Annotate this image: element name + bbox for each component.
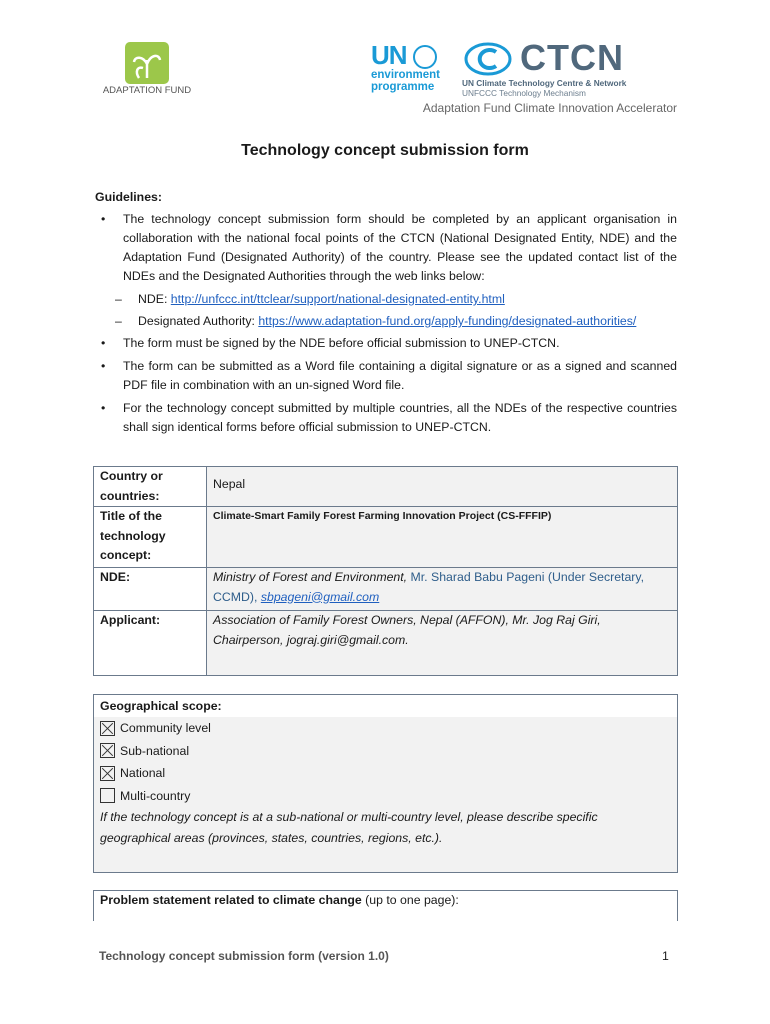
title-label: Title of the technology concept: — [94, 507, 207, 568]
problem-statement-heading: Problem statement related to climate change — [100, 893, 362, 907]
unep-logo: UN environment programme — [371, 40, 441, 94]
list-item: • For the technology concept submitted by multiple countries, all the NDEs of the respective countries shall sign identical forms before official submission to UNEP-CTCN. — [101, 401, 677, 434]
checkbox-sub-national[interactable]: Sub-national — [94, 740, 677, 763]
country-label: Country or countries: — [94, 467, 207, 507]
ctcn-logo: CTCN UN Climate Technology Centre & Network UNFCCC Technology Mechanism — [462, 37, 627, 98]
accelerator-subtitle: Adaptation Fund Climate Innovation Accelerator — [422, 101, 677, 115]
designated-authority-link[interactable]: https://www.adaptation-fund.org/apply-funding/designated-authorities/ — [258, 314, 637, 328]
info-table — [93, 466, 678, 676]
page-title: Technology concept submission form — [241, 142, 529, 159]
list-item: – NDE: http://unfccc.int/ttclear/support/national-designated-entity.html — [115, 292, 505, 306]
checkbox-multi-country[interactable]: Multi-country — [94, 785, 677, 808]
checkbox-unchecked-icon[interactable] — [100, 788, 115, 803]
page-number: 1 — [662, 949, 669, 963]
adaptation-fund-logo — [125, 42, 169, 84]
geographical-note: If the technology concept is at a sub-national or multi-country level, please describe specific geographical areas (provinces, states, countries, regions, etc.). — [100, 810, 598, 845]
table-row — [94, 611, 678, 676]
table-row — [94, 467, 678, 507]
nde-link[interactable]: http://unfccc.int/ttclear/support/national-designated-entity.html — [170, 292, 505, 306]
footer-text: Technology concept submission form (version 1.0) — [99, 949, 389, 963]
checkbox-checked-icon[interactable] — [100, 721, 115, 736]
title-value[interactable]: Climate-Smart Family Forest Farming Innovation Project (CS-FFFIP) — [207, 507, 678, 568]
table-row — [94, 568, 678, 611]
adaptation-fund-logo-text: ADAPTATION FUND — [102, 85, 192, 96]
geographical-scope-box — [93, 694, 678, 873]
checkbox-community-level[interactable]: Community level — [94, 717, 677, 740]
checkbox-checked-icon[interactable] — [100, 766, 115, 781]
list-item: • The form can be submitted as a Word file containing a digital signature or as a signed and scanned PDF file in combination with an un-signed Word file. — [101, 359, 677, 392]
table-row — [94, 507, 678, 568]
checkbox-national[interactable]: National — [94, 762, 677, 785]
applicant-value[interactable]: Association of Family Forest Owners, Nepal (AFFON), Mr. Jog Raj Giri, Chairperson, jograj.giri@gmail.com. — [207, 611, 678, 676]
list-item: • The technology concept submission form should be completed by an applicant organisation in collaboration with the national focal points of the CTCN (National Designated Entity, NDE) and the Adaptation Fund (Designated Authority) of the country. Please see the updated contact list of the NDEs and the Designated Authorities through the web links below: — [101, 212, 677, 283]
nde-value[interactable]: Ministry of Forest and Environment, Mr. Sharad Babu Pageni (Under Secretary, CCMD), sbpageni@gmail.com — [207, 568, 678, 611]
checkbox-checked-icon[interactable] — [100, 743, 115, 758]
problem-statement-box: Problem statement related to climate change (up to one page): — [93, 890, 678, 921]
guidelines-list — [95, 210, 677, 441]
list-item: – Designated Authority: https://www.adaptation-fund.org/apply-funding/designated-authorities/ — [115, 314, 637, 328]
country-value[interactable]: Nepal — [207, 467, 678, 507]
guidelines-heading: Guidelines: — [95, 190, 162, 204]
nde-label: NDE: — [94, 568, 207, 611]
applicant-label: Applicant: — [94, 611, 207, 676]
geographical-scope-heading: Geographical scope: — [94, 695, 677, 717]
nde-email-link[interactable]: sbpageni@gmail.com — [260, 589, 380, 604]
list-item: • The form must be signed by the NDE before official submission to UNEP-CTCN. — [101, 336, 560, 350]
